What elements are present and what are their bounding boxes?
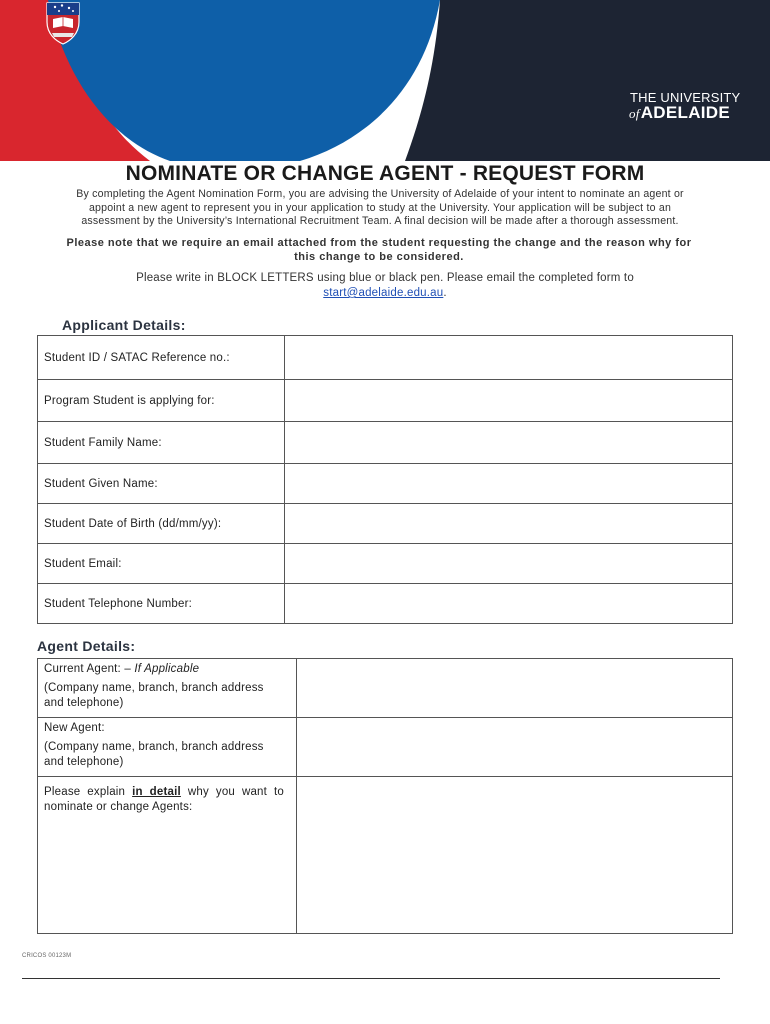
explain-emphasis: in detail	[132, 786, 181, 798]
applicant-heading-text: Applicant Details	[62, 317, 181, 333]
field-label: Student Given Name:	[38, 464, 285, 504]
instructions-text: Please write in BLOCK LETTERS using blue or black pen. Please email the completed form to	[136, 272, 634, 284]
new-agent-text: New Agent:	[44, 722, 105, 734]
explanation-field[interactable]	[297, 777, 733, 934]
table-row	[38, 504, 733, 544]
if-applicable-note: If Applicable	[134, 663, 200, 675]
note-line: Please note that we require an email attached from the student requesting the change and the reason why for	[66, 237, 692, 249]
logo-of: of	[629, 106, 640, 121]
table-row	[38, 380, 733, 422]
applicant-details-heading	[62, 317, 186, 333]
header-banner	[0, 0, 770, 161]
logo-line-2	[629, 103, 730, 123]
logo-line-1: THE UNIVERSITY	[630, 90, 741, 105]
table-row	[38, 777, 733, 934]
explain-prefix: Please explain	[44, 786, 133, 798]
field-label: Student Email:	[38, 544, 285, 584]
table-row	[38, 422, 733, 464]
program-field[interactable]	[285, 380, 733, 422]
cricos-code: CRICOS 00123M	[22, 953, 72, 959]
university-crest-icon	[0, 0, 126, 46]
intro-line: assessment by the University’s International Recruitment Team. A final decision will be made after a thorough assessment.	[81, 215, 679, 227]
explain-label	[38, 777, 297, 934]
applicant-details-table	[37, 335, 733, 624]
applicant-heading-colon: :	[180, 317, 186, 333]
field-label: Student Family Name:	[38, 422, 285, 464]
current-agent-sub: (Company name, branch, branch address and telephone)	[44, 682, 264, 709]
explain-text	[44, 785, 284, 815]
given-name-field[interactable]	[285, 464, 733, 504]
current-agent-label	[38, 659, 297, 718]
email-requirement-note	[36, 236, 722, 264]
intro-paragraph	[46, 188, 714, 229]
table-row	[38, 336, 733, 380]
table-row	[38, 544, 733, 584]
table-row	[38, 584, 733, 624]
table-row	[38, 659, 733, 718]
intro-line: appoint a new agent to represent you in your application to study at the University. Your application will be subject to an	[88, 201, 672, 214]
family-name-field[interactable]	[285, 422, 733, 464]
footer-divider	[22, 978, 720, 979]
field-label: Student ID / SATAC Reference no.:	[38, 336, 285, 380]
form-title: NOMINATE OR CHANGE AGENT - REQUEST FORM	[125, 162, 645, 185]
new-agent-field[interactable]	[297, 718, 733, 777]
current-agent-text: Current Agent: –	[44, 663, 135, 675]
agent-details-heading: Agent Details:	[37, 638, 136, 654]
field-label: Student Telephone Number:	[38, 584, 285, 624]
intro-line: By completing the Agent Nomination Form, you are advising the University of Adelaide of your intent to nominate an agent or	[76, 188, 684, 200]
agent-details-table	[37, 658, 733, 934]
table-row	[38, 464, 733, 504]
dob-field[interactable]	[285, 504, 733, 544]
table-row	[38, 718, 733, 777]
telephone-field[interactable]	[285, 584, 733, 624]
new-agent-sub: (Company name, branch, branch address and telephone)	[44, 741, 264, 768]
explain-suffix: why you want to nominate or change Agents:	[44, 786, 284, 813]
student-id-field[interactable]	[285, 336, 733, 380]
logo-adelaide: ADELAIDE	[640, 103, 731, 122]
email-field[interactable]	[285, 544, 733, 584]
current-agent-field[interactable]	[297, 659, 733, 718]
instructions	[60, 271, 710, 301]
note-line: this change to be considered.	[294, 251, 464, 263]
instructions-suffix: .	[443, 287, 447, 299]
new-agent-label	[38, 718, 297, 777]
email-link[interactable]: start@adelaide.edu.au	[323, 287, 444, 299]
field-label: Student Date of Birth (dd/mm/yy):	[38, 504, 285, 544]
field-label: Program Student is applying for:	[38, 380, 285, 422]
